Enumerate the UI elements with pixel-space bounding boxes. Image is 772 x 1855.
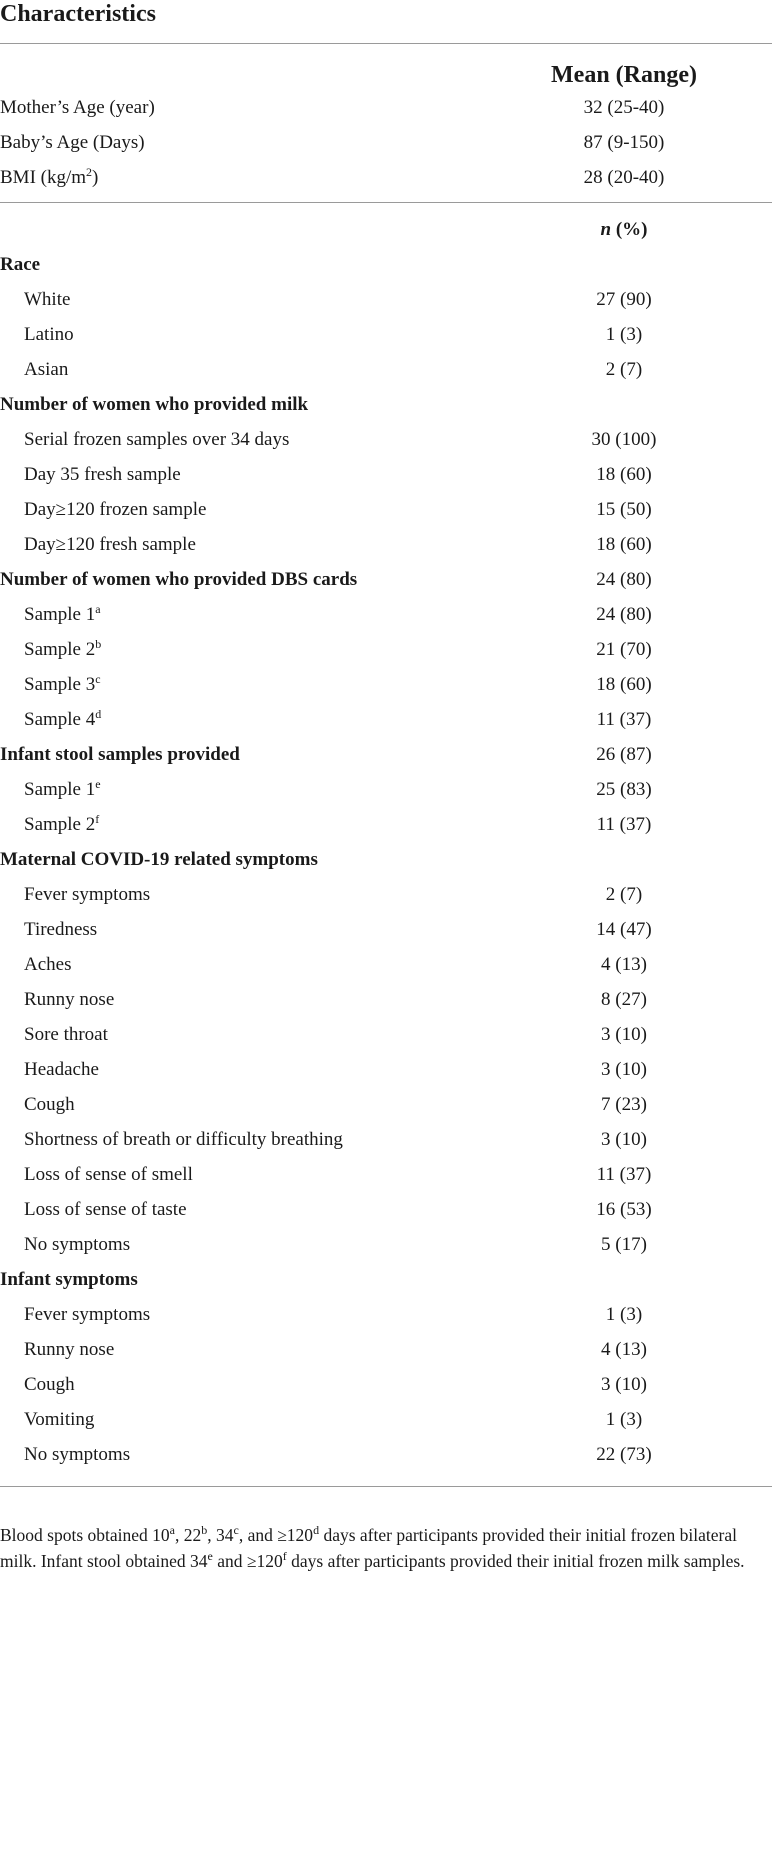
- row-value: 87 (9-150): [583, 132, 665, 153]
- row-label: Fever symptoms: [24, 884, 151, 905]
- row-value: 27 (90): [596, 289, 652, 310]
- row-value: 8 (27): [601, 989, 647, 1010]
- group-label: Number of women who provided milk: [0, 394, 309, 415]
- top-rule: [0, 43, 772, 44]
- row-label: Loss of sense of taste: [24, 1199, 187, 1220]
- row-value: 3 (10): [601, 1374, 647, 1395]
- table-row: [0, 877, 772, 912]
- table-row: [0, 1157, 772, 1192]
- table-row: [0, 1402, 772, 1437]
- n-percent-header-row: [0, 212, 772, 247]
- row-value: 4 (13): [601, 1339, 647, 1360]
- row-label: No symptoms: [24, 1444, 131, 1465]
- row-value: 1 (3): [605, 1409, 643, 1430]
- group-value: 24 (80): [596, 569, 652, 590]
- row-label: Sample 4$^d$: [24, 707, 102, 730]
- table-row: [0, 1087, 772, 1122]
- row-value: 3 (10): [601, 1024, 647, 1045]
- group-label: Race: [0, 254, 41, 275]
- row-value: 7 (23): [601, 1094, 647, 1115]
- row-label: Sample 1$^a$: [24, 602, 101, 625]
- group-label: Infant symptoms: [0, 1269, 138, 1290]
- table-row: [0, 317, 772, 352]
- row-label: Headache: [24, 1059, 99, 1080]
- row-label: Tiredness: [24, 919, 98, 940]
- table-row: [0, 125, 772, 160]
- table-row: [0, 422, 772, 457]
- row-value: 14 (47): [596, 919, 652, 940]
- row-label: Sample 2$^f$: [24, 812, 100, 835]
- row-label: Runny nose: [24, 989, 115, 1010]
- table-row: [0, 90, 772, 125]
- row-value: 2 (7): [605, 359, 643, 380]
- row-label: Fever symptoms: [24, 1304, 151, 1325]
- row-label: BMI $(kg/m^2)$: [0, 165, 99, 188]
- group-label: Maternal COVID-19 related symptoms: [0, 849, 318, 870]
- row-label: Sore throat: [24, 1024, 108, 1045]
- row-value: 1 (3): [605, 1304, 643, 1325]
- table-row: [0, 527, 772, 562]
- row-label: White: [24, 289, 71, 310]
- row-value: 18 (60): [596, 464, 652, 485]
- table-row: [0, 160, 772, 195]
- row-value: 22 (73): [596, 1444, 652, 1465]
- group-label: Number of women who provided DBS cards: [0, 569, 358, 590]
- row-label: Runny nose: [24, 1339, 115, 1360]
- row-label: Mother’s Age (year): [0, 97, 155, 118]
- row-value: 1 (3): [605, 324, 643, 345]
- row-value: 21 (70): [596, 639, 652, 660]
- group-row-stool: [0, 737, 772, 772]
- row-value: 11 (37): [596, 814, 652, 835]
- row-label: Shortness of breath or difficulty breathing: [24, 1129, 343, 1150]
- row-value: 5 (17): [601, 1234, 647, 1255]
- n-percent-header: n (%): [600, 219, 648, 240]
- row-value: 28 (20-40): [583, 167, 665, 188]
- group-label: Infant stool samples provided: [0, 744, 240, 765]
- table-row: [0, 492, 772, 527]
- row-value: 2 (7): [605, 884, 643, 905]
- row-label: Day≥120 frozen sample: [24, 499, 207, 520]
- table-row: [0, 702, 772, 737]
- mean-range-header: Mean (Range): [551, 62, 697, 88]
- row-label: Loss of sense of smell: [24, 1164, 193, 1185]
- row-value: 3 (10): [601, 1059, 647, 1080]
- row-label: Latino: [24, 324, 74, 345]
- table-row: [0, 667, 772, 702]
- row-value: 3 (10): [601, 1129, 647, 1150]
- bottom-rule: [0, 1486, 772, 1487]
- row-value: 30 (100): [591, 429, 657, 450]
- row-value: 24 (80): [596, 604, 652, 625]
- row-label: Vomiting: [24, 1409, 95, 1430]
- row-label: Cough: [24, 1374, 75, 1395]
- table-row: [0, 1437, 772, 1472]
- table-row: [0, 772, 772, 807]
- row-label: Sample 1e: [24, 777, 101, 800]
- table-row: [0, 282, 772, 317]
- row-value: 18 (60): [596, 674, 652, 695]
- row-value: 32 (25-40): [583, 97, 665, 118]
- table-row: [0, 352, 772, 387]
- table-row: [0, 1367, 772, 1402]
- row-label: Sample 3$^c$: [24, 672, 101, 695]
- row-value: 16 (53): [596, 1199, 652, 1220]
- table-row: [0, 1017, 772, 1052]
- row-label: Baby’s Age (Days): [0, 132, 145, 153]
- table-row: [0, 1297, 772, 1332]
- table-row: [0, 1332, 772, 1367]
- mean-range-header-row: [0, 55, 772, 95]
- table-row: [0, 982, 772, 1017]
- row-label: Cough: [24, 1094, 75, 1115]
- row-label: No symptoms: [24, 1234, 131, 1255]
- group-row-maternal-symptoms: [0, 842, 772, 877]
- section-rule: [0, 202, 772, 203]
- row-label: Aches: [24, 954, 72, 975]
- row-label: Asian: [24, 359, 69, 380]
- group-value: 26 (87): [596, 744, 652, 765]
- table-row: [0, 807, 772, 842]
- row-label: Sample 2$^b$: [24, 637, 102, 660]
- row-value: 11 (37): [596, 1164, 652, 1185]
- row-value: 25 (83): [596, 779, 652, 800]
- group-row-race: [0, 247, 772, 282]
- table-row: [0, 1192, 772, 1227]
- table-row: [0, 1122, 772, 1157]
- table-row: [0, 912, 772, 947]
- row-label: Day≥120 fresh sample: [24, 534, 196, 555]
- row-label: Day 35 fresh sample: [24, 464, 181, 485]
- table-row: [0, 632, 772, 667]
- row-value: 15 (50): [596, 499, 652, 520]
- table-row: [0, 457, 772, 492]
- row-label: Serial frozen samples over 34 days: [24, 429, 290, 450]
- row-value: 11 (37): [596, 709, 652, 730]
- group-row-milk: [0, 387, 772, 422]
- table-row: [0, 1227, 772, 1262]
- row-value: 18 (60): [596, 534, 652, 555]
- table-row: [0, 947, 772, 982]
- table-row: [0, 597, 772, 632]
- row-value: 4 (13): [601, 954, 647, 975]
- group-row-infant-symptoms: [0, 1262, 772, 1297]
- table-title: Characteristics: [0, 1, 156, 27]
- table-footnote: Blood spots obtained 10$^a$, 22$^b$, 34$^c$, and $\ge 120^d$ days after participants provided their initial frozen bilateral milk. Infant stool obtained 34e and $\ge 120^f$ days after participants provided their initial frozen milk samples.: [0, 1523, 745, 1571]
- group-row-dbs: [0, 562, 772, 597]
- table-row: [0, 1052, 772, 1087]
